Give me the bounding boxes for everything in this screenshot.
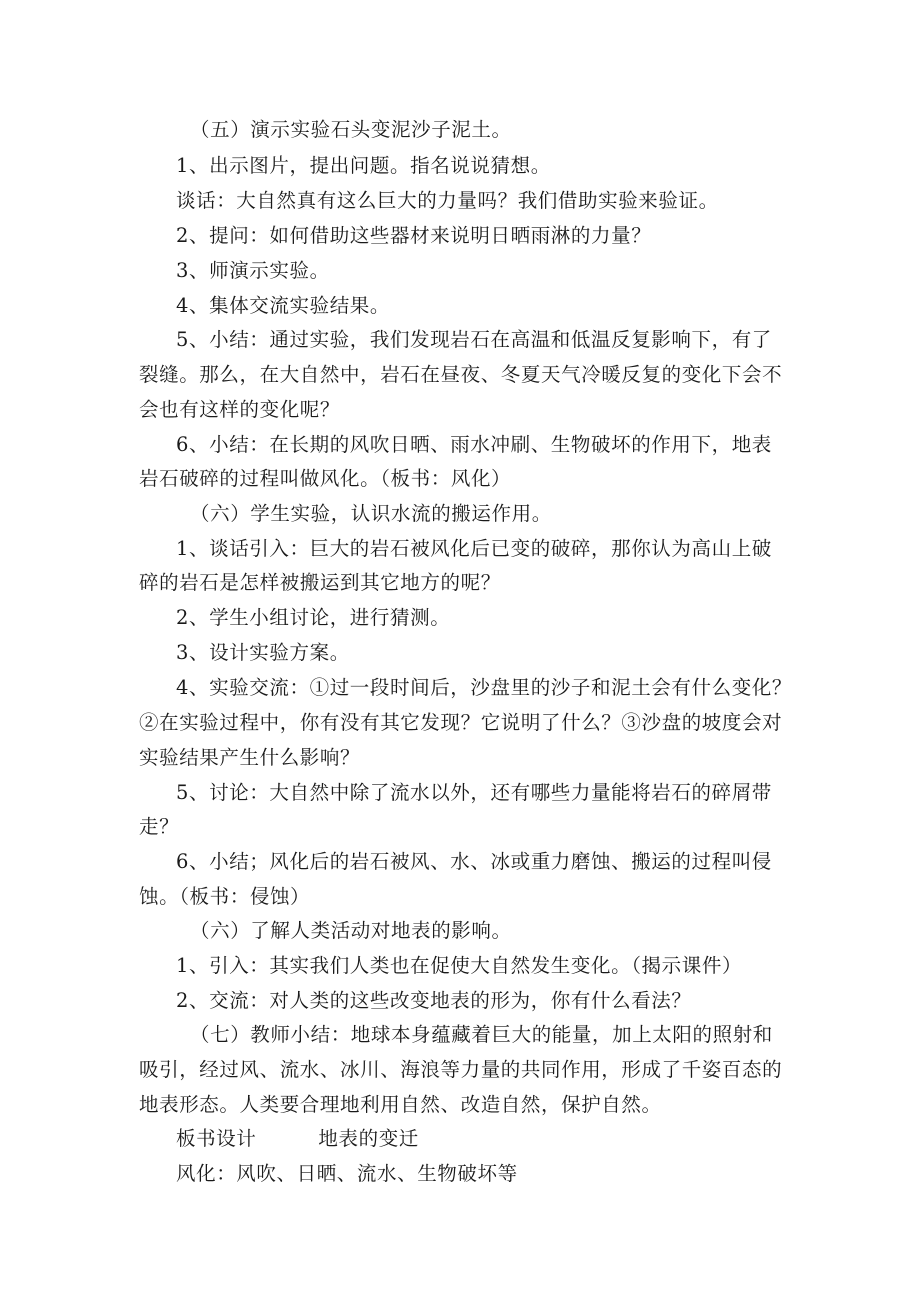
paragraph-line: 5、小结：通过实验，我们发现岩石在高温和低温反复影响下，有了 <box>176 328 772 351</box>
paragraph-line: 实验结果产生什么影响？ <box>139 746 361 769</box>
paragraph-line: 3、师演示实验。 <box>176 259 330 282</box>
paragraph-line: 1、谈话引入：巨大的岩石被风化后已变的破碎，那你认为高山上破 <box>176 537 772 560</box>
paragraph-line: 走？ <box>139 815 180 838</box>
paragraph-line: 2、提问：如何借助这些器材来说明日晒雨淋的力量？ <box>176 224 652 247</box>
paragraph-line: 3、设计实验方案。 <box>176 641 350 664</box>
paragraph-line: 1、出示图片，提出问题。指名说说猜想。 <box>176 154 551 177</box>
paragraph-line: 4、实验交流：①过一段时间后，沙盘里的沙子和泥土会有什么变化？ <box>176 676 793 699</box>
section-heading-6b: （六）了解人类活动对地表的影响。 <box>190 919 512 942</box>
section-heading-7: （七）教师小结：地球本身蕴藏着巨大的能量，加上太阳的照射和 <box>190 1023 773 1046</box>
paragraph-line: 4、集体交流实验结果。 <box>176 294 391 317</box>
paragraph-line: 6、小结；风化后的岩石被风、水、冰或重力磨蚀、搬运的过程叫侵 <box>176 850 772 873</box>
paragraph-line: 6、小结：在长期的风吹日晒、雨水冲刷、生物破坏的作用下，地表 <box>176 433 772 456</box>
paragraph-line: 2、交流：对人类的这些改变地表的形为，你有什么看法？ <box>176 989 692 1012</box>
paragraph-line: 岩石破碎的过程叫做风化。（板书：风化） <box>139 467 512 490</box>
paragraph-line: 吸引，经过风、流水、冰川、海浪等力量的共同作用，形成了千姿百态的 <box>139 1058 783 1081</box>
paragraph-line: 裂缝。那么，在大自然中，岩石在昼夜、冬夏天气冷暖反复的变化下会不 <box>139 363 783 386</box>
board-design-label: 板书设计 <box>176 1127 257 1150</box>
board-design-title: 地表的变迁 <box>318 1127 419 1150</box>
paragraph-line: 碎的岩石是怎样被搬运到其它地方的呢？ <box>139 571 501 594</box>
paragraph-line: 蚀。（板书：侵蚀） <box>139 885 311 908</box>
paragraph-line: 2、学生小组讨论，进行猜测。 <box>176 606 451 629</box>
paragraph-line: 1、引入：其实我们人类也在促使大自然发生变化。（揭示课件） <box>176 954 743 977</box>
paragraph-line: 谈话：大自然真有这么巨大的力量吗？我们借助实验来验证。 <box>176 189 719 212</box>
board-weathering-line: 风化：风吹、日晒、流水、生物破坏等 <box>176 1162 518 1185</box>
paragraph-line: ②在实验过程中，你有没有其它发现？它说明了什么？③沙盘的坡度会对 <box>139 711 783 734</box>
section-heading-5: （五）演示实验石头变泥沙子泥土。 <box>190 118 512 141</box>
paragraph-line: 会也有这样的变化呢？ <box>139 398 341 421</box>
section-heading-6a: （六）学生实验，认识水流的搬运作用。 <box>190 502 552 525</box>
paragraph-line: 5、讨论：大自然中除了流水以外，还有哪些力量能将岩石的碎屑带 <box>176 781 772 804</box>
board-design-row <box>176 1126 419 1152</box>
paragraph-line: 地表形态。人类要合理地利用自然、改造自然，保护自然。 <box>139 1093 662 1116</box>
